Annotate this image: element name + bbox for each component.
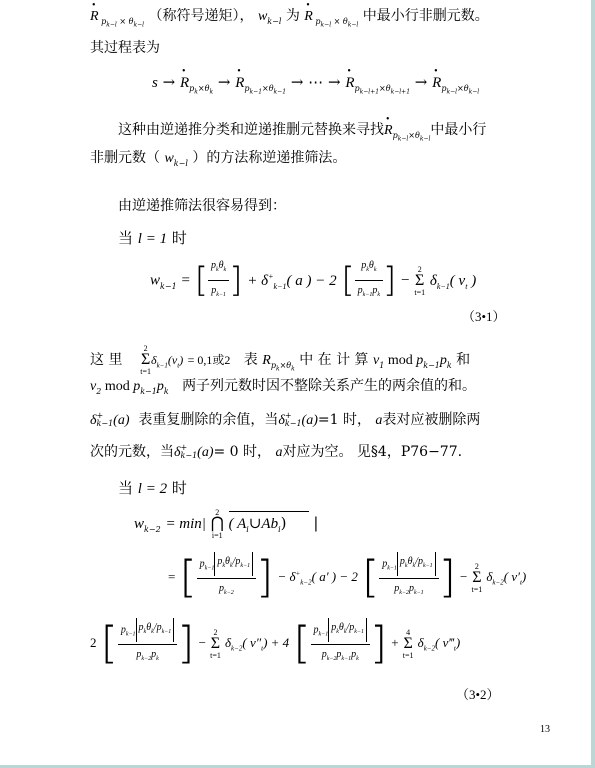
- paragraph-line-1: • R $_{p_{k-l} \times \theta_{k-l}}$ （称符号递矩）， $w_{k-l}$ 为 • R $_{p_{k-l} \times \theta_{k-l}}$ 中最小行非删元数。: [90, 6, 489, 32]
- case-l-equals-2: 当 l = 2 时: [118, 479, 187, 497]
- paragraph-5-line-3: δ + k−1 (a) 表重复删除的余值，当δ + k−1 (a)=1 时， a表对应被删除两: [90, 411, 481, 428]
- paragraph-5-line-2: $v_2$ mod $p_{k-1}p_k$ 两子列元数时因不整除关系产生的两余值的和。: [90, 378, 477, 396]
- process-chain-formula: s → • $R_{p_k\times\theta_k}$ → • $R_{p_{k-1}\times\theta_{k-1}}$ → ⋯ → • $R_{p_{k-l+1}\times\theta_{k-l+1}}$ → • $R_{p_{k-l}\times\theta_{k-l}}$: [152, 72, 479, 99]
- notation-note: （称符号递矩），: [148, 8, 254, 24]
- paragraph-line-2: 其过程表为: [90, 40, 160, 56]
- page-number: 13: [540, 724, 550, 735]
- equation-3-2-line-3: 2 [ $\frac{p_{k-1}p_k\theta_k/p_{k-1}}{p_{k-2}p_k}$ ] − 2 Σ t=1 $\delta_{k-2}$( $v''_t) + 4$ [ $\frac{p_{k-1}p_k\theta_k/p_{k-1}}{p_{k-2}p_{k-1}p_k}$ ] + 4 Σ t=1 $\delta_{k-2}$( $v‴_t$): [90, 617, 461, 669]
- paragraph-5-line-1: 这 里 2 Σ t=1 $\delta_{k-1}(v_t) = 0,1$或2 表 $R_{p_k\times\theta_k}$ 中 在 计 算 $v_1$ mod $p_{k-1}p_k$ 和: [90, 344, 471, 376]
- case-l-equals-1: 当 l = 1 时: [118, 229, 187, 247]
- equation-3-2-line-2: = [ $\frac{p_{k-1}p_k\theta_k/p_{k-1}}{p_{k-2}}$ ] − $\delta^+_{k-2}$( a′ ) − 2 [ $\frac{p_{k-1}p_k\theta_k/p_{k-1}}{p_{k-2}p_{k-1}}$ ] − 2 Σ t=1 $\delta_{k-2}$( $v'_t$): [168, 551, 527, 603]
- paragraph-3-line-2: 非删元数（ $w_{k-l}$ ）的方法称逆递推筛法。: [90, 150, 347, 168]
- equation-3-2-line-1: $w_{k-2} = \min|$ 2 ⋂ i=1 ( $A_i\cup Ab_i$) |: [134, 508, 319, 540]
- paragraph-4: 由逆递推筛法很容易得到：: [118, 198, 286, 214]
- equation-number-3-1: （3•1）: [462, 309, 506, 324]
- paragraph-5-line-4: 次的元数，当δ + k−1 (a)= 0 时， a对应为空。 见§4，P76−77.: [90, 443, 463, 460]
- paragraph-3-line-1: 这种由逆递推分类和逆递推删元替换来寻找• $R_{p_{k-l}\times\theta_{k-l}}$中最小行: [118, 120, 486, 146]
- equation-number-3-2: （3•2）: [456, 687, 500, 702]
- equation-3-1: $w_{k-1}$ = [ $\frac{p_k\theta_k}{p_{k-1}}$ ] + $\delta^+_{k-1}$( a ) − 2 [ $\frac{p_k\theta_k}{p_{k-1}p_k}$ ] − 2 Σ t=1 $\delta_{k-1}$( $v_t$ ): [150, 256, 476, 296]
- page-right-edge: [591, 0, 595, 768]
